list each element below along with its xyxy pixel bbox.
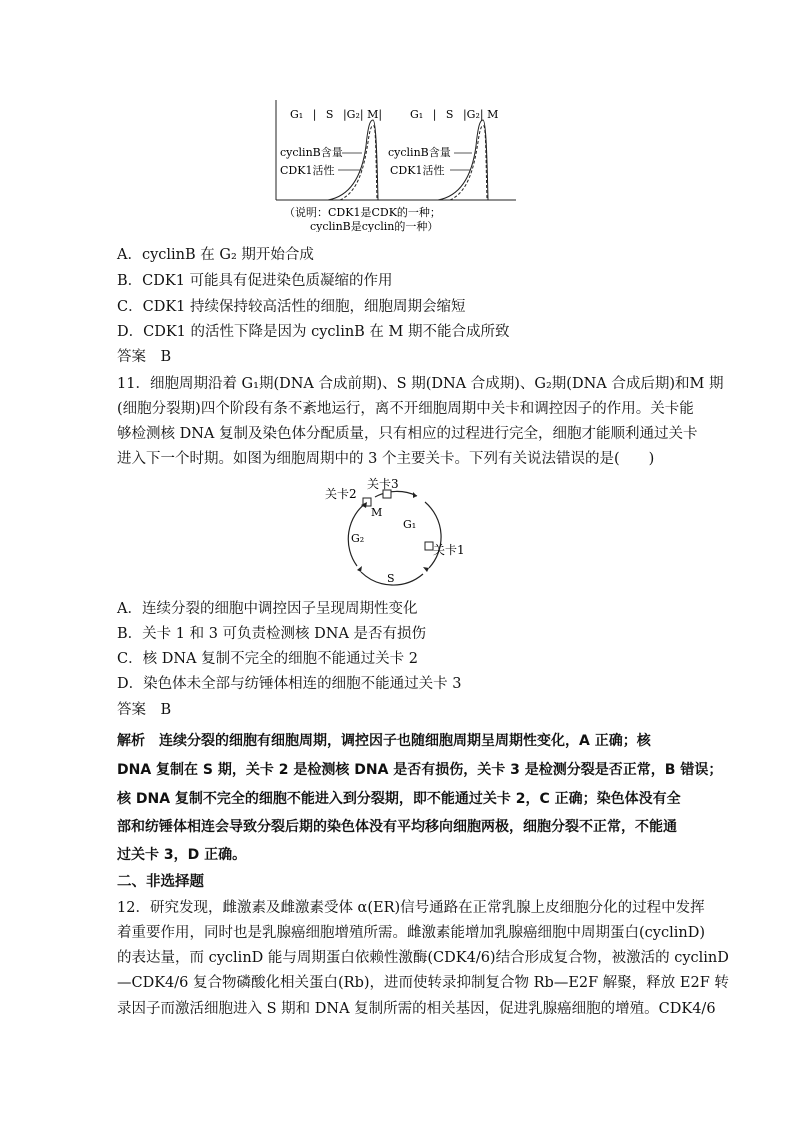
- checkpoint1-marker: [425, 542, 433, 550]
- section2-title: 二、非选择题: [117, 873, 204, 890]
- q12-stem-line1: 12．研究发现，雌激素及雌激素受体 α(ER)信号通路在正常乳腺上皮细胞分化的过程中发挥: [117, 900, 705, 916]
- checkpoint1-label: 关卡1: [433, 543, 465, 557]
- cdk-curve-1: [340, 126, 377, 200]
- q11-answer: 答案 B: [117, 702, 172, 718]
- q11-analysis-line5: 过关卡 3，D 正确。: [117, 847, 247, 863]
- q11-option-c: C．核 DNA 复制不完全的细胞不能通过关卡 2: [117, 651, 418, 667]
- q12-stem-line3: 的表达量，而 cyclinD 能与周期蛋白依赖性激酶(CDK4/6)结合形成复合物，被激活的 cyclinD: [117, 950, 729, 966]
- q11-option-a: A．连续分裂的细胞中调控因子呈现周期性变化: [117, 601, 418, 617]
- cyclin-curve-2: [438, 120, 488, 200]
- m-label: M: [371, 506, 383, 519]
- q11-analysis-line3: 核 DNA 复制不完全的细胞不能进入到分裂期，即不能通过关卡 2，C 正确；染色体没有全: [117, 791, 681, 807]
- phase-labels-right: G₁ | S |G₂| M: [410, 108, 499, 121]
- q12-stem-line4: —CDK4/6 复合物磷酸化相关蛋白(Rb)，进而使转录抑制复合物 Rb—E2F 解聚，释放 E2F 转: [117, 975, 729, 991]
- arrow-s-g2: [357, 566, 362, 572]
- q11-analysis-line2: DNA 复制在 S 期，关卡 2 是检测核 DNA 是否有损伤，关卡 3 是检测分裂是否正常，B 错误；: [117, 762, 723, 778]
- q11-analysis-line1: 解析 连续分裂的细胞有细胞周期，调控因子也随细胞周期呈周期性变化，A 正确；核: [117, 733, 651, 749]
- q11-stem-line2: (细胞分裂期)四个阶段有条不紊地运行，离不开细胞周期中关卡和调控因子的作用。关卡能: [117, 401, 694, 417]
- q10-answer: 答案 B: [117, 349, 172, 365]
- q10-option-c: C．CDK1 持续保持较高活性的细胞，细胞周期会缩短: [117, 299, 466, 315]
- q10-option-d: D．CDK1 的活性下降是因为 cyclinB 在 M 期不能合成所致: [117, 324, 510, 340]
- cdk-label-left: CDK1活性: [280, 164, 335, 177]
- phase-labels-left: G₁ | S |G₂| M|: [290, 108, 383, 121]
- q12-stem-line2: 着重要作用，同时也是乳腺癌细胞增殖所需。雌激素能增加乳腺癌细胞中周期蛋白(cyclinD): [117, 925, 705, 941]
- q11-stem-line3: 够检测核 DNA 复制及染色体分配质量，只有相应的过程进行完全，细胞才能顺利通过关卡: [117, 426, 698, 442]
- checkpoint3-marker: [383, 490, 391, 498]
- m-arc: [375, 491, 417, 497]
- q12-stem-line5: 录因子而激活细胞进入 S 期和 DNA 复制所需的相关基因，促进乳腺癌细胞的增殖。CDK4/6: [117, 1001, 716, 1017]
- g1-label: G₁: [403, 518, 417, 531]
- checkpoint2-label: 关卡2: [325, 487, 357, 501]
- q10-option-b: B．CDK1 可能具有促进染色质凝缩的作用: [117, 273, 393, 289]
- cell-cycle-diagram: [325, 476, 485, 592]
- figure1-note-line2: cyclinB是cyclin的一种）: [310, 220, 439, 232]
- q11-option-d: D．染色体未全部与纺锤体相连的细胞不能通过关卡 3: [117, 676, 462, 692]
- q11-analysis-line4: 部和纺锤体相连会导致分裂后期的染色体没有平均移向细胞两极，细胞分裂不正常，不能通: [117, 819, 677, 835]
- g2-label: G₂: [351, 532, 365, 545]
- checkpoint3-label: 关卡3: [367, 477, 399, 491]
- cyclin-cdk-chart: [270, 96, 520, 232]
- q10-option-a: A．cyclinB 在 G₂ 期开始合成: [117, 247, 314, 263]
- arrow-m-g1: [413, 492, 417, 498]
- cyclin-label-right: cyclinB含量: [388, 146, 451, 159]
- cyclin-cdk-figure: [270, 96, 520, 232]
- cdk-label-right: CDK1活性: [390, 164, 445, 177]
- q11-option-b: B．关卡 1 和 3 可负责检测核 DNA 是否有损伤: [117, 626, 427, 642]
- q11-stem-line1: 11．细胞周期沿着 G₁期(DNA 合成前期)、S 期(DNA 合成期)、G₂期(DNA 合成后期)和M 期: [117, 376, 724, 392]
- cyclin-label-left: cyclinB含量: [280, 146, 343, 159]
- arrow-g1-s: [423, 567, 429, 572]
- g1-arc: [425, 502, 441, 568]
- cell-cycle-figure: [325, 476, 485, 592]
- s-label: S: [387, 572, 395, 585]
- figure1-note-line1: （说明：CDK1是CDK的一种；: [284, 206, 441, 219]
- cyclin-curve-1: [328, 120, 378, 200]
- cdk-curve-2: [450, 126, 487, 200]
- q11-stem-line4: 进入下一个时期。如图为细胞周期中的 3 个主要关卡。下列有关说法错误的是( ): [117, 451, 655, 467]
